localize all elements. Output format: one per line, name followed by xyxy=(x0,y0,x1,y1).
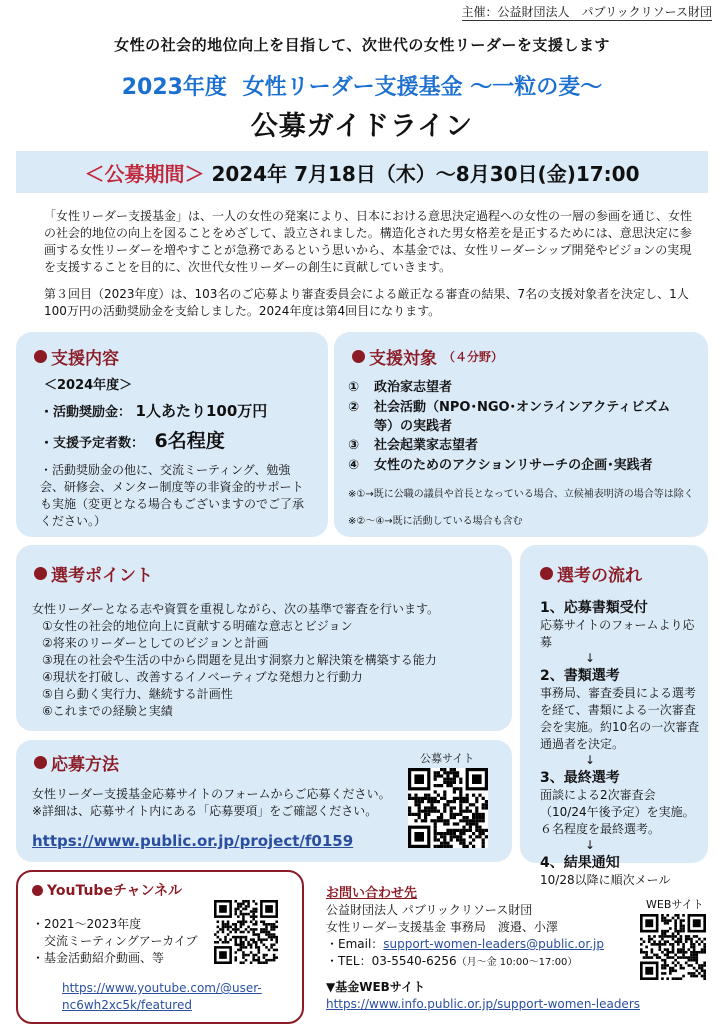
youtube-url-line: nc6wh2xc5k/featured xyxy=(62,998,192,1012)
targets-list xyxy=(348,378,688,475)
down-arrow-icon: ↓ xyxy=(584,838,596,852)
targets-box xyxy=(334,332,708,537)
points-list xyxy=(42,618,502,720)
intro-paragraph-1: 「女性リーダー支援基金」は、一人の女性の発案により、日本における意思決定過程への女性の一層の参画を通じ、女性の社会的地位の向上を図ることをめざして、設立されました。構造化された男女格差を是正するためには、意思決定に参画する女性リーダーを増やすことが急務であるという思いから、本基金では、女性リーダーシップ開発やビジョンの実現を支援することを目的に、次世代女性リーダーの創生に貢献していきます。 xyxy=(44,209,693,274)
list-item-text: 社会活動（NPO･NGO･オンラインアクティビズム等）の実践者 xyxy=(374,400,671,434)
count-value: 6名程度 xyxy=(154,430,225,452)
list-item-num: ④ xyxy=(348,458,360,473)
points-box xyxy=(16,545,512,731)
list-item xyxy=(348,378,688,398)
list-item: 交流ミーティングアーカイブ xyxy=(32,934,198,948)
flow-box xyxy=(520,545,708,887)
bullet-icon xyxy=(34,350,47,363)
flow-step-title: 3、最終選考 xyxy=(540,770,620,786)
youtube-heading-text: YouTubeチャンネル xyxy=(47,883,183,899)
youtube-qr-code-icon[interactable] xyxy=(214,900,278,964)
list-item xyxy=(348,398,688,436)
email-link[interactable]: support-women-leaders@public.or.jp xyxy=(383,937,604,951)
contact-email-row xyxy=(326,936,656,953)
bullet-icon xyxy=(34,567,47,580)
youtube-box xyxy=(16,870,304,1024)
youtube-url-line: https://www.youtube.com/@user- xyxy=(62,981,262,995)
period-text-row xyxy=(16,158,708,187)
apply-qr-code-icon[interactable] xyxy=(408,768,488,848)
targets-note-2: ※②〜④→既に活動している場合も含む xyxy=(348,516,523,527)
page-title: 公募ガイドライン xyxy=(250,111,474,142)
apply-box xyxy=(16,740,512,862)
list-item: ・2021〜2023年度 xyxy=(32,917,142,931)
list-item: ⑥これまでの経験と実績 xyxy=(42,704,173,718)
period-dates: 2024年 7月18日（木）〜8月30日(金)17:00 xyxy=(211,162,640,186)
count-row xyxy=(40,426,225,453)
points-heading-text: 選考ポイント xyxy=(51,566,153,586)
flow-steps xyxy=(540,597,700,889)
points-heading xyxy=(34,561,153,586)
fund-year: 2023年度 xyxy=(121,75,227,100)
apply-heading-text: 応募方法 xyxy=(51,755,119,775)
flow-step-desc: 10/28以降に順次メール xyxy=(540,873,671,887)
grant-value: 1人あたり100万円 xyxy=(135,402,268,420)
contact-heading: お問い合わせ先 xyxy=(326,886,418,901)
list-item-text: 女性のためのアクションリサーチの企画･実践者 xyxy=(374,458,653,473)
count-label: ・支援予定者数： xyxy=(40,436,145,451)
flow-step-desc: 面談による2次審査会（10/24午後予定）を実施。６名程度を最終選考。 xyxy=(540,788,695,836)
period-label: ＜公募期間＞ xyxy=(84,162,205,186)
sponsor-label: 主催：公益財団法人 パブリックリソース財団 xyxy=(461,5,712,19)
fund-name: 女性リーダー支援基金 〜一粒の麦〜 xyxy=(242,75,603,100)
apply-line-2: ※詳細は、応募サイト内にある「応募要項」をご確認ください。 xyxy=(32,804,378,818)
support-heading xyxy=(34,344,119,369)
list-item: ④現状を打破し、改善するイノベーティブな発想力と行動力 xyxy=(42,670,363,684)
youtube-url-link[interactable] xyxy=(62,980,292,1014)
flow-heading-text: 選考の流れ xyxy=(557,566,642,586)
tel-number: ・TEL：03-5540-6256 xyxy=(326,954,457,968)
targets-heading-text: 支援対象 xyxy=(369,349,437,369)
grant-row xyxy=(40,400,267,421)
intro-paragraph-2: 第３回目（2023年度）は、103名のご応募より審査委員会による厳正なる審査の結果、7名の支援対象者を決定し、1人100万円の活動奨励金を支給しました。2024年度は第4回目になります。 xyxy=(44,287,689,318)
apply-qr-label: 公募サイト xyxy=(420,752,475,765)
flow-step-desc: 事務局、審査委員による選考を経て、書類による一次審査会を実施。約10名の一次審査通過者を決定。 xyxy=(540,686,700,751)
support-note: ・活動奨励金の他に、交流ミーティング、勉強会、研修会、メンター制度等の非資金的サポートも実施（変更となる場合もございますのでご了承ください。） xyxy=(40,463,305,528)
web-qr-label: WEBサイト xyxy=(646,898,704,911)
list-item: ②将来のリーダーとしてのビジョンと計画 xyxy=(42,636,269,650)
youtube-heading xyxy=(32,880,182,900)
support-heading-text: 支援内容 xyxy=(51,349,119,369)
list-item-num: ① xyxy=(348,380,360,395)
flow-step-title: 1、応募書類受付 xyxy=(540,600,648,616)
list-item-text: 社会起業家志望者 xyxy=(374,438,479,453)
list-item-text: 政治家志望者 xyxy=(374,380,453,395)
flow-step-title: 2、書類選考 xyxy=(540,668,620,684)
list-item: ①女性の社会的地位向上に貢献する明確な意志とビジョン xyxy=(42,619,353,633)
flow-heading xyxy=(540,561,642,586)
list-item xyxy=(348,436,688,456)
contact-staff: 女性リーダー支援基金 事務局 渡邉、小澤 xyxy=(326,920,558,934)
apply-heading xyxy=(34,750,119,775)
targets-heading xyxy=(352,344,503,369)
web-label: ▼基金WEBサイト xyxy=(326,980,425,994)
flow-step-title: 4、結果通知 xyxy=(540,855,620,871)
support-year: ＜2024年度＞ xyxy=(44,378,133,393)
down-arrow-icon: ↓ xyxy=(584,651,596,665)
grant-label: ・活動奨励金： xyxy=(40,405,132,420)
down-arrow-icon: ↓ xyxy=(584,753,596,767)
targets-subheading: （４分野） xyxy=(443,350,504,364)
youtube-items xyxy=(32,916,212,967)
list-item: ・基金活動紹介動画、等 xyxy=(32,951,165,965)
support-box xyxy=(16,332,328,537)
flow-step-desc: 応募サイトのフォームより応募 xyxy=(540,618,695,649)
fund-title xyxy=(0,70,724,101)
list-item: ③現在の社会や生活の中から問題を見出す洞察力と解決策を構築する能力 xyxy=(42,653,437,667)
list-item-num: ② xyxy=(348,400,360,415)
list-item: ⑤自ら動く実行力、継続する計画性 xyxy=(42,687,233,701)
tel-hours: （月〜金 10:00〜17:00） xyxy=(456,957,578,968)
apply-line-1: 女性リーダー支援基金応募サイトのフォームからご応募ください。 xyxy=(32,787,391,801)
email-label: ・Email： xyxy=(326,937,384,951)
bullet-icon xyxy=(34,756,47,769)
contact-org: 公益財団法人 パブリックリソース財団 xyxy=(326,903,533,917)
targets-note-1: ※①→既に公職の議員や首長となっている場合、立候補表明済の場合等は除く xyxy=(348,489,694,500)
contact-tel-row xyxy=(326,953,656,971)
points-intro: 女性リーダーとなる志や資質を重視しながら、次の基準で審査を行います。 xyxy=(32,602,440,616)
contact-details xyxy=(326,902,656,971)
bullet-icon xyxy=(352,350,365,363)
web-qr-code-icon[interactable] xyxy=(640,914,706,980)
apply-url-link[interactable]: https://www.public.or.jp/project/f0159 xyxy=(32,832,354,850)
bullet-icon xyxy=(540,567,553,580)
tagline: 女性の社会的地位向上を目指して、次世代の女性リーダーを支援します xyxy=(114,36,610,54)
list-item xyxy=(348,456,688,475)
list-item-num: ③ xyxy=(348,438,360,453)
bullet-icon xyxy=(32,885,43,896)
web-url-link[interactable]: https://www.info.public.or.jp/support-women-leaders xyxy=(326,997,641,1011)
